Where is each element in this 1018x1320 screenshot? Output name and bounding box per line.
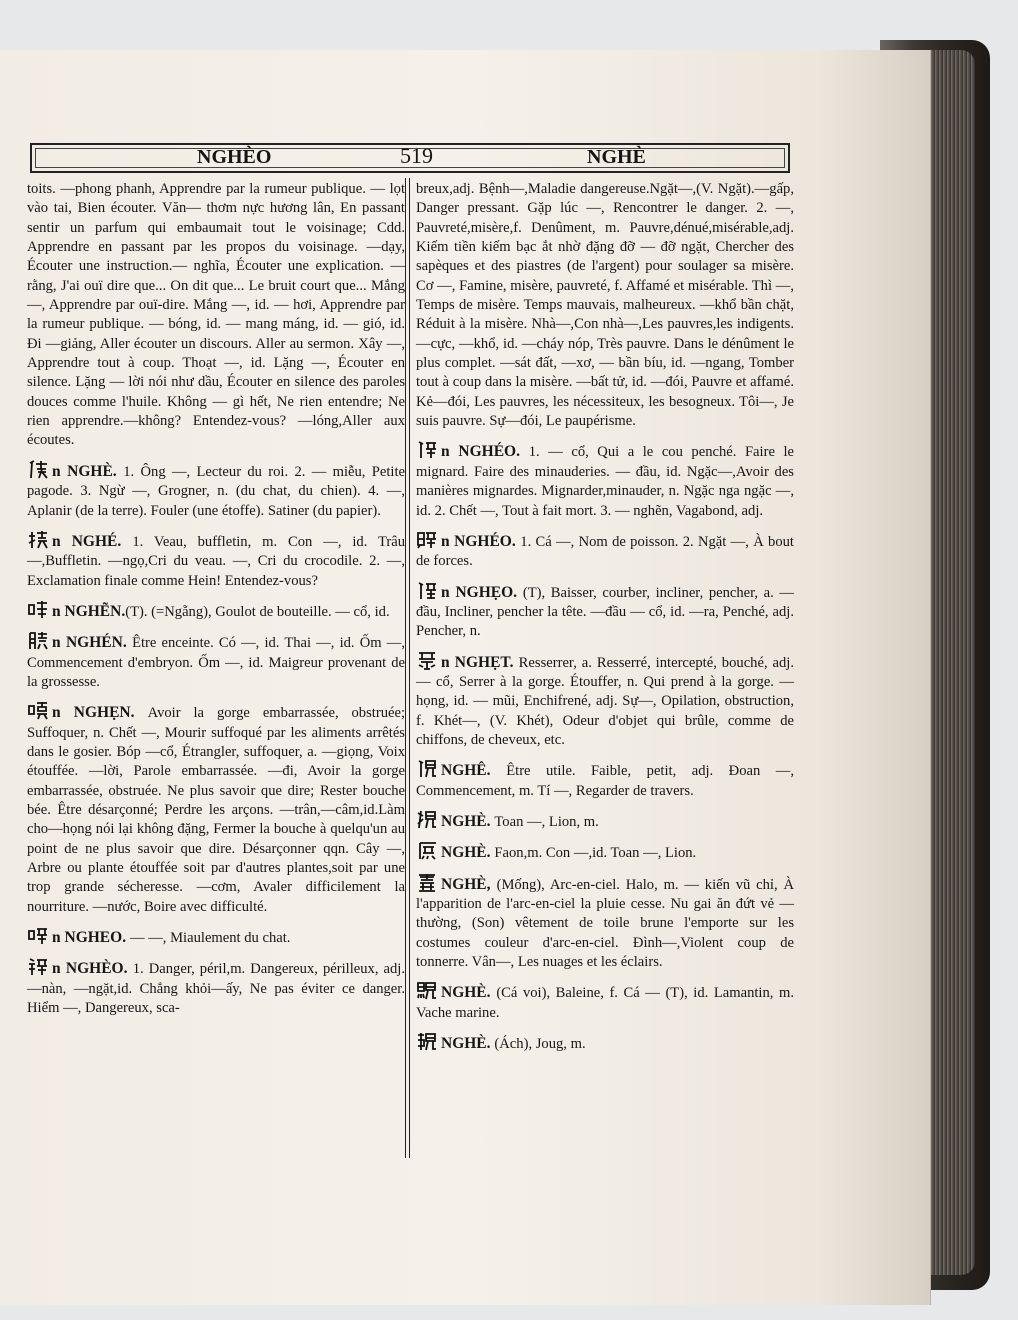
dictionary-entry: [416, 651, 794, 751]
chinese-character-icon: [27, 530, 49, 549]
entry-headword: n NGHÉO.: [441, 532, 521, 550]
dictionary-entry: [27, 460, 405, 521]
entry-text: Être utile. Faible, petit, adj. Đoan —, Commencement, m. Tí —, Regarder de travers.: [416, 763, 794, 799]
entry-headword: NGHÊ.: [441, 762, 507, 780]
entry-text: Toan —, Lion, m.: [494, 813, 599, 830]
running-header: [30, 143, 790, 173]
dictionary-entry: [27, 600, 405, 622]
dictionary-entry: [416, 810, 794, 832]
entry-headword: n NGHÈ.: [52, 462, 124, 480]
entry-text: 1. Ông —, Lecteur du roi. 2. — miễu, Petite pagode. 3. Ngừ —, Grogner, n. (du chat, du chien). 4. —, Aplanir (de la terre). Fouler (une étoffe). Satiner (du papier).: [27, 463, 406, 519]
chinese-character-icon: [27, 600, 49, 619]
left-column: [27, 180, 405, 1018]
dictionary-entry: [416, 530, 794, 572]
dictionary-entry: [416, 180, 794, 431]
chinese-character-icon: [27, 631, 49, 650]
entry-text: (T). (=Ngẵng), Goulot de bouteille. — cổ, id.: [125, 603, 390, 620]
entry-headword: NGHÈ.: [441, 844, 495, 862]
dictionary-entry: [416, 981, 794, 1023]
entry-headword: NGHÈ,: [441, 875, 497, 893]
entry-text: 1. Veau, buffletin, m. Con —, id. Trâu—,Buffletin. —ngọ,Cri du veau. —, Cri du crocodile. 2. —, Exclamation finale comme Hein! Entendez-vous?: [27, 533, 405, 589]
entry-headword: n NGHẸO.: [441, 583, 523, 601]
dictionary-entry: [27, 530, 405, 591]
page-number: 519: [400, 143, 433, 168]
chinese-character-icon: [416, 530, 438, 549]
entry-text: 1. Cá —, Nom de poisson. 2. Ngặt —, À bout de forces.: [416, 533, 794, 570]
header-left-word: NGHÈO: [197, 146, 272, 168]
entry-text: (Mống), Arc-en-ciel. Halo, m. — kiến vũ chỉ, À l'apparition de l'arc-en-ciel la pluie cesse. Nu gai ăn đứt vẻ — thường, (Son) vêtement de toile brune l'emporte sur les costumes couleur d'arc-en-ciel. Đình—,Violent coup de tonnerre. Vân—, Les nuages et les éclairs.: [416, 876, 794, 971]
entry-text: Faon,m. Con —,id. Toan —, Lion.: [494, 845, 697, 862]
entry-text: — —, Miaulement du chat.: [129, 930, 291, 947]
chinese-character-icon: [416, 759, 438, 778]
dictionary-entry: [416, 1032, 794, 1054]
entry-headword: n NGHEO.: [52, 929, 130, 947]
chinese-character-icon: [27, 460, 49, 479]
chinese-character-icon: [416, 981, 438, 1000]
entry-text: Resserrer, a. Resserré, intercepté, bouché, adj. — cổ, Serrer à la gorge. Étouffer, n. Qui prend à la gorge. — họng, id. — mũi, Enchifrené, adj. Sự—, Opilation, obstruction, f. Khét—, (V. Khét), Odeur d'objet qui brûle, comme de chiffons, de cheveux, etc.: [416, 654, 795, 748]
entry-headword: n NGHẸN.: [52, 704, 148, 722]
entry-text: (T), Baisser, courber, incliner, pencher, a. —đầu, Incliner, pencher la tête. —đầu — cổ, id. —ra, Penché, adj. Pencher, n.: [416, 584, 794, 640]
entry-headword: n NGHẼN.: [52, 602, 126, 620]
header-right-word: NGHÈ: [587, 146, 646, 168]
entry-headword: n NGHẸT.: [441, 653, 519, 671]
entry-text: toits. —phong phanh, Apprendre par la rumeur publique. — lọt vào tai, Bien écouter. Văn— thơm nực hương lân, En passant sentir un parfum qui embaumait tout le voisinage; Cdd. Apprendre en passant par les propos du voisinage. —dạy, Écouter une instruction.— nghĩa, Écouter une explication. — rằng, J'ai ouï dire que... On dit que... Le bruit court que... Mắng—, Apprendre par ouï-dire. Mắng —, id. — hơi, Apprendre par la rumeur publique. — bóng, id. — mang máng, id. — gió, id. Đi —giảng, Aller écouter un discours. Aller au sermon. Xây —, Apprendre tout à coup. Thoạt —, id. Lặng —, Écouter en silence. Lặng — lời nói như dầu, Écouter en silence des paroles douces comme l'huile. Không — gì hết, Ne rien entendre; Ne rien apprendre.—không? Entendez-vous? —lóng,Aller aux écoutes.: [27, 181, 405, 449]
column-divider: [405, 178, 410, 1158]
dictionary-entry: [27, 926, 405, 948]
chinese-character-icon: [416, 841, 438, 860]
dictionary-entry: [416, 841, 794, 863]
entry-text: 1. — cổ, Qui a le cou penché. Faire le mignard. Faire des minauderies. — đầu, id. Ngặc—,Avoir des manières mignardes. Mignarder,minauder, n. Ngặc nga ngặc —, id. 2. Chết —, Tout à fait mort. 3. — nghẽn, Vagabond, adj.: [416, 444, 794, 519]
entry-text: (Ách), Joug, m.: [494, 1036, 586, 1053]
dictionary-entry: [27, 631, 405, 692]
entry-headword: n NGHÉO.: [441, 443, 529, 461]
entry-text: (Cá voi), Baleine, f. Cá — (T), id. Lamantin, m. Vache marine.: [416, 985, 794, 1021]
entry-text: Avoir la gorge embarrassée, obstruée; Suffoquer, n. Chết —, Mourir suffoqué par les aliments arrêtés dans le gosier. Bóp —cổ, Étrangler, suffoquer, a. —giọng, Voix étouffée. —lời, Parole embarrassée. —đi, Avoir la gorge embarrassée, obstruée. Ne plus savoir que dire; Rester bouche bée. Être désarçonné; Perdre les arçons. —trân,—câm,id.Làm cho—họng nói lại không đặng, Fermer la bouche à quelqu'un au point de ne plus savoir que dire. Désarçonner qqn. Cây —, Arbre ou plante étouffée soit par d'autres plantes,soit par une trop grande sécheresse. —cơm, Avaler difficilement la nourriture. —nước, Boire avec difficulté.: [27, 705, 405, 915]
dictionary-entry: [27, 957, 405, 1018]
right-column: [416, 180, 794, 1054]
chinese-character-icon: [416, 651, 438, 670]
chinese-character-icon: [416, 1032, 438, 1051]
chinese-character-icon: [416, 581, 438, 600]
entry-headword: NGHÈ.: [441, 1035, 495, 1053]
dictionary-entry: [416, 581, 794, 642]
entry-text: 1. Danger, péril,m. Dangereux, périlleux, adj. —nàn, —ngặt,id. Chẳng khỏi—ấy, Ne pas éviter ce danger. Hiểm —, Dangereux, sca-: [27, 961, 405, 1017]
chinese-character-icon: [27, 926, 49, 945]
entry-headword: n NGHÈO.: [52, 960, 133, 978]
dictionary-entry: [416, 759, 794, 801]
entry-headword: NGHÈ.: [441, 812, 495, 830]
dictionary-entry: [27, 180, 405, 451]
entry-text: breux,adj. Bệnh—,Maladie dangereuse.Ngặt—,(V. Ngặt).—gấp, Danger pressant. Gặp lúc —, Rencontrer le danger. 2. —, Pauvreté,misère,f. Denûment, m. Pauvre,dénué,misérable,adj. Kiếm tiền kiếm bạc ắt nhờ đặng đỡ — đỡ ngặt, Chercher des sapèques et des piastres (de l'argent) pour soulager sa misère. Cơ —, Famine, misère, pauvreté, f. Affamé et misérable. Thì —, Temps de misère. Temps mauvais, malheureux. —khổ bần chặt, Réduit à la misère. Nhà—,Con nhà—,Les pauvres,les indigents.—cực, —khổ, id. —cháy nóp, Très pauvre. Dans le dénûment le plus complet. —sát đất, —xơ, — bần bíu, id. —ngang, Tomber tout à coup dans la misère. —bất tử, id. —đói, Pauvre et affamé. Kẻ—đói, Les pauvres, les nécessiteux, les besogneux. Tôi—, Je suis pauvre. Sự—đói, Le paupérisme.: [416, 181, 794, 430]
chinese-character-icon: [27, 957, 49, 976]
chinese-character-icon: [27, 701, 49, 720]
dictionary-entry: [416, 873, 794, 973]
chinese-character-icon: [416, 440, 438, 459]
entry-headword: NGHÈ.: [441, 984, 497, 1002]
chinese-character-icon: [416, 873, 438, 892]
chinese-character-icon: [416, 810, 438, 829]
entry-text: Être enceinte. Có —, id. Thai —, id. Ốm —, Commencement d'embryon. Ốm —, id. Maigreur provenant de la grossesse.: [27, 635, 405, 690]
entry-headword: n NGHÉN.: [52, 634, 133, 652]
dictionary-entry: [27, 701, 405, 917]
entry-headword: n NGHÉ.: [52, 532, 133, 550]
dictionary-entry: [416, 440, 794, 520]
